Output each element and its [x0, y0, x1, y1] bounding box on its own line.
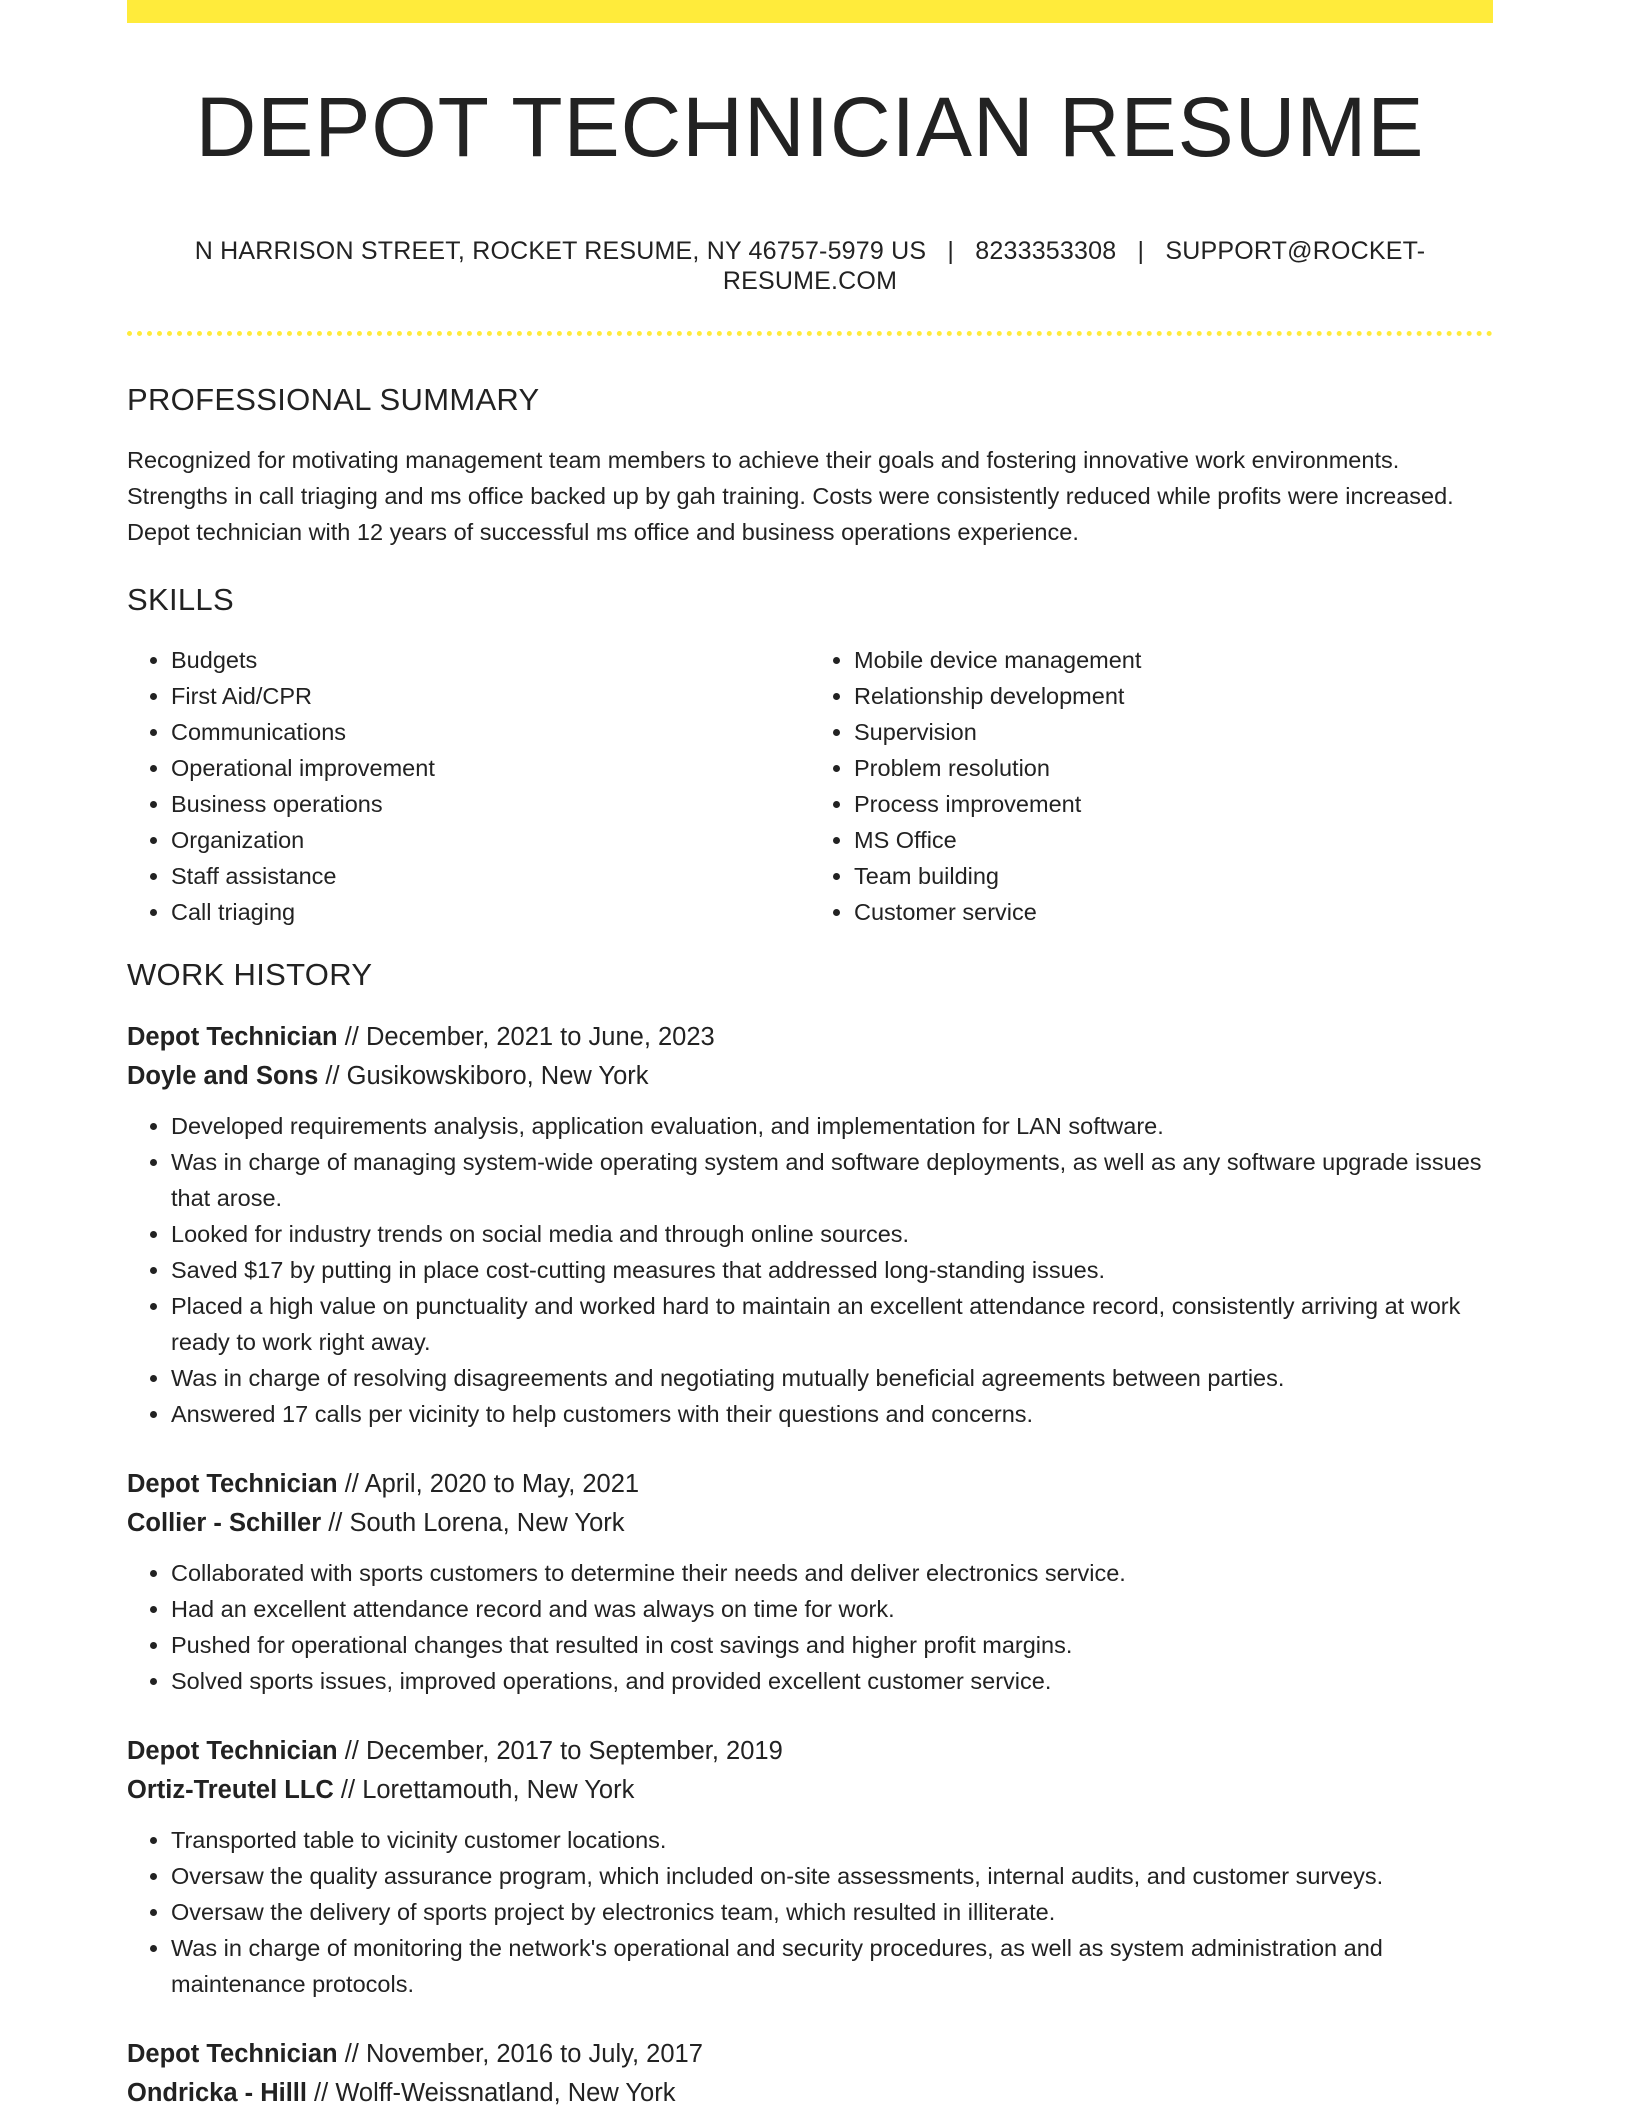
job-company-line: [127, 1057, 1493, 1096]
job-bullet: • Transported table to vicinity customer locations.: [171, 1822, 1493, 1858]
summary-heading: PROFESSIONAL SUMMARY: [127, 382, 540, 417]
job-separator: //: [318, 1061, 347, 1090]
job-entry: [127, 1465, 1493, 1699]
job-separator: //: [333, 1775, 363, 1804]
contact-line: [127, 236, 1493, 296]
job-title-line: [127, 1018, 1493, 1057]
job-location: South Lorena, New York: [349, 1508, 625, 1537]
job-title-line: [127, 2035, 1493, 2074]
job-bullet: • Had an excellent attendance record and was always on time for work.: [171, 1591, 1493, 1627]
job-title: Depot Technician: [127, 1736, 338, 1765]
summary-text: Recognized for motivating management team members to achieve their goals and fostering innovative work environments. Strengths in call triaging and ms office backed up by gah training. Costs were consistently reduced while profits were increased. Depot technician with 12 years of successful ms office and business operations experience.: [127, 447, 1454, 546]
skill-item: • Mobile device management: [854, 642, 1493, 678]
work-history-list: [127, 1018, 1493, 2113]
skill-item: • Operational improvement: [171, 750, 810, 786]
skill-item: • MS Office: [854, 822, 1493, 858]
job-bullet: • Developed requirements analysis, application evaluation, and implementation for LAN software.: [171, 1108, 1493, 1144]
job-separator: //: [337, 1022, 366, 1051]
skill-item: • Relationship development: [854, 678, 1493, 714]
job-title: Depot Technician: [127, 1022, 338, 1051]
skills-heading: SKILLS: [127, 582, 234, 618]
job-bullet: • Pushed for operational changes that resulted in cost savings and higher profit margins.: [171, 1627, 1493, 1663]
job-separator: //: [337, 1736, 366, 1765]
job-company: Ondricka - Hilll: [127, 2078, 307, 2107]
job-location: Lorettamouth, New York: [362, 1775, 635, 1804]
skill-item: • Budgets: [171, 642, 810, 678]
contact-phone: 8233353308: [975, 237, 1117, 265]
job-entry: [127, 1018, 1493, 1432]
job-bullets: [127, 1555, 1493, 1699]
job-company: Collier - Schiller: [127, 1508, 322, 1537]
job-bullets: [127, 1822, 1493, 2002]
skills-list-left: [127, 642, 810, 930]
skill-item: • First Aid/CPR: [171, 678, 810, 714]
dotted-divider: [127, 331, 1493, 336]
job-bullet: • Saved $17 by putting in place cost-cutting measures that addressed long-standing issues.: [171, 1252, 1493, 1288]
job-separator: //: [337, 1469, 365, 1498]
skill-item: • Supervision: [854, 714, 1493, 750]
job-bullet: • Collaborated with sports customers to determine their needs and deliver electronics service.: [171, 1555, 1493, 1591]
skills-columns: [127, 642, 1493, 930]
job-bullet: • Oversaw the quality assurance program, which included on-site assessments, internal audits, and customer surveys.: [171, 1858, 1493, 1894]
job-entry: [127, 2035, 1493, 2113]
skills-list-right: [810, 642, 1493, 930]
skill-item: • Customer service: [854, 894, 1493, 930]
job-dates: November, 2016 to July, 2017: [365, 2039, 703, 2068]
job-dates: December, 2021 to June, 2023: [365, 1022, 715, 1051]
job-bullet: • Solved sports issues, improved operations, and provided excellent customer service.: [171, 1663, 1493, 1699]
job-location: Gusikowskiboro, New York: [346, 1061, 649, 1090]
contact-address: N HARRISON STREET, ROCKET RESUME, NY 46757-5979 US: [194, 237, 927, 265]
skill-item: • Process improvement: [854, 786, 1493, 822]
contact-separator: |: [1130, 237, 1152, 265]
job-bullet: • Was in charge of resolving disagreements and negotiating mutually beneficial agreements between parties.: [171, 1360, 1493, 1396]
job-dates: April, 2020 to May, 2021: [364, 1469, 640, 1498]
job-bullet: • Placed a high value on punctuality and worked hard to maintain an excellent attendance record, consistently arriving at work ready to work right away.: [171, 1288, 1493, 1360]
skill-item: • Staff assistance: [171, 858, 810, 894]
job-company: Ortiz-Treutel LLC: [127, 1775, 334, 1804]
skill-item: • Communications: [171, 714, 810, 750]
job-dates: December, 2017 to September, 2019: [365, 1736, 783, 1765]
contact-email[interactable]: SUPPORT@ROCKET-RESUME.COM: [722, 237, 1426, 295]
job-separator: //: [306, 2078, 336, 2107]
job-title-line: [127, 1732, 1493, 1771]
job-entry: [127, 1732, 1493, 2002]
work-history-heading: WORK HISTORY: [127, 957, 373, 993]
job-location: Wolff-Weissnatland, New York: [335, 2078, 676, 2107]
job-bullet: • Was in charge of managing system-wide operating system and software deployments, as well as any software upgrade issues that arose.: [171, 1144, 1493, 1216]
job-bullet: • Was in charge of monitoring the network's operational and security procedures, as well as system administration and maintenance protocols.: [171, 1930, 1493, 2002]
resume-title: DEPOT TECHNICIAN RESUME: [195, 80, 1425, 174]
skill-item: • Organization: [171, 822, 810, 858]
job-title-line: [127, 1465, 1493, 1504]
resume-page: [127, 0, 1493, 2113]
job-bullet: • Looked for industry trends on social media and through online sources.: [171, 1216, 1493, 1252]
job-title: Depot Technician: [127, 1469, 338, 1498]
skill-item: • Team building: [854, 858, 1493, 894]
job-company-line: [127, 2074, 1493, 2113]
job-separator: //: [337, 2039, 366, 2068]
job-company-line: [127, 1771, 1493, 1810]
job-separator: //: [321, 1508, 350, 1537]
accent-top-bar: [127, 0, 1493, 23]
job-bullet: • Oversaw the delivery of sports project by electronics team, which resulted in illiterate.: [171, 1894, 1493, 1930]
job-title: Depot Technician: [127, 2039, 338, 2068]
skill-item: • Call triaging: [171, 894, 810, 930]
job-company-line: [127, 1504, 1493, 1543]
job-bullets: [127, 1108, 1493, 1432]
skill-item: • Problem resolution: [854, 750, 1493, 786]
contact-separator: |: [940, 237, 962, 265]
job-company: Doyle and Sons: [127, 1061, 319, 1090]
skill-item: • Business operations: [171, 786, 810, 822]
job-bullet: • Answered 17 calls per vicinity to help customers with their questions and concerns.: [171, 1396, 1493, 1432]
